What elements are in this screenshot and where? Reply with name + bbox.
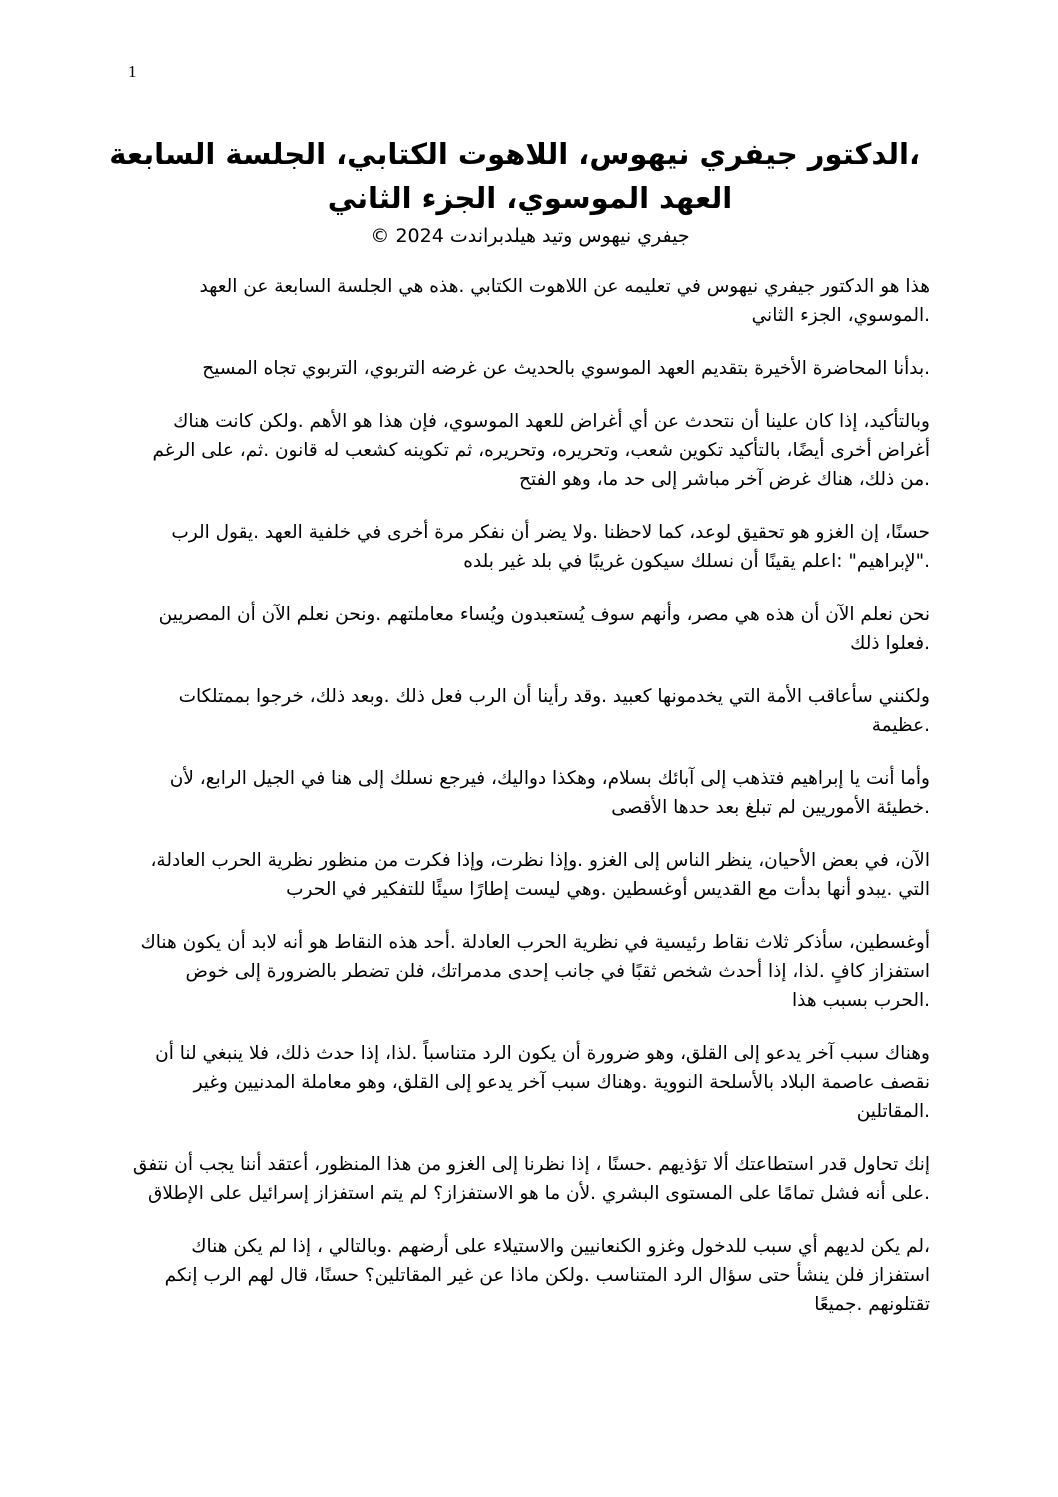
paragraph-8: الآن، في بعض الأحيان، ينظر الناس إلى الغزو .وإذا نظرت، وإذا فكرت من منظور نظرية الحرب العادلة، التي .يبدو أنها بدأت مع القديس أوغسطين .وهي ليست إطارًا سيئًا للتفكير في الحرب bbox=[150, 850, 930, 900]
copyright-notice: جيفري نيهوس وتيد هيلدبراندت 2024 © bbox=[370, 225, 690, 247]
paragraph-7: وأما أنت يا إبراهيم فتذهب إلى آبائك بسلام، وهكذا دواليك، فيرجع نسلك إلى هنا في الجيل الرابع، لأن .خطيئة الأموريين لم تبلغ بعد حدها الأقصى bbox=[169, 768, 930, 818]
document-title-line-2: العهد الموسوي، الجزء الثاني bbox=[327, 181, 733, 215]
document-header bbox=[109, 132, 920, 250]
paragraph-2: .بدأنا المحاضرة الأخيرة بتقديم العهد الموسوي بالحديث عن غرضه التربوي، التربوي تجاه المسيح bbox=[202, 358, 930, 379]
document-title-line-1: ،الدكتور جيفري نيهوس، اللاهوت الكتابي، الجلسة السابعة bbox=[109, 137, 920, 171]
paragraph-4: حسنًا، إن الغزو هو تحقيق لوعد، كما لاحظنا .ولا يضر أن نفكر مرة أخرى في خلفية العهد .يقول الرب ."لإبراهيم" :اعلم يقينًا أن نسلك سيكون غريبًا في بلد غير بلده bbox=[171, 522, 930, 572]
document-body bbox=[130, 272, 930, 1343]
paragraph-12: ،لم يكن لديهم أي سبب للدخول وغزو الكنعانيين والاستيلاء على أرضهم .وبالتالي ، إذا لم يكن هناك استفزاز فلن ينشأ حتى سؤال الرد المتناسب .ولكن ماذا عن غير المقاتلين؟ حسنًا، قال لهم الرب إنكم تقتلونهم .جميعًا bbox=[164, 1236, 930, 1315]
paragraph-3: وبالتأكيد، إذا كان علينا أن نتحدث عن أي أغراض للعهد الموسوي، فإن هذا هو الأهم .ولكن كانت هناك أغراض أخرى أيضًا، بالتأكيد تكوين شعب، وتحريره، وتحريره، ثم تكوينه كشعب له قانون .ثم، على الرغم .من ذلك، هناك غرض آخر مباشر إلى حد ما، وهو الفتح bbox=[152, 411, 930, 490]
page-number: 1 bbox=[128, 62, 137, 81]
paragraph-11: إنك تحاول قدر استطاعتك ألا تؤذيهم .حسنًا ، إذا نظرنا إلى الغزو من هذا المنظور، أعتقد أننا يجب أن نتفق .على أنه فشل تمامًا على المستوى البشري .لأن ما هو الاستفزاز؟ لم يتم استفزاز إسرائيل على الإطلاق bbox=[132, 1154, 930, 1204]
paragraph-10: وهناك سبب آخر يدعو إلى القلق، وهو ضرورة أن يكون الرد متناسباً .لذا، إذا حدث ذلك، فلا ينبغي لنا أن نقصف عاصمة البلاد بالأسلحة النووية .وهناك سبب آخر يدعو إلى القلق، وهو معاملة المدنيين وغير .المقاتلين bbox=[155, 1043, 930, 1122]
paragraph-5: نحن نعلم الآن أن هذه هي مصر، وأنهم سوف يُستعبدون ويُساء معاملتهم .ونحن نعلم الآن أن المصريين .فعلوا ذلك bbox=[158, 604, 930, 654]
paragraph-6: ولكنني سأعاقب الأمة التي يخدمونها كعبيد .وقد رأينا أن الرب فعل ذلك .وبعد ذلك، خرجوا بممتلكات .عظيمة bbox=[178, 686, 930, 736]
paragraph-9: أوغسطين، سأذكر ثلاث نقاط رئيسية في نظرية الحرب العادلة .أحد هذه النقاط هو أنه لابد أن يكون هناك استفزاز كافٍ .لذا، إذا أحدث شخص ثقبًا في جانب إحدى مدمراتك، فلن تضطر بالضرورة إلى خوض .الحرب بسبب هذا bbox=[140, 932, 930, 1011]
paragraph-1: هذا هو الدكتور جيفري نيهوس في تعليمه عن اللاهوت الكتابي .هذه هي الجلسة السابعة عن العهد .الموسوي، الجزء الثاني bbox=[199, 276, 930, 326]
